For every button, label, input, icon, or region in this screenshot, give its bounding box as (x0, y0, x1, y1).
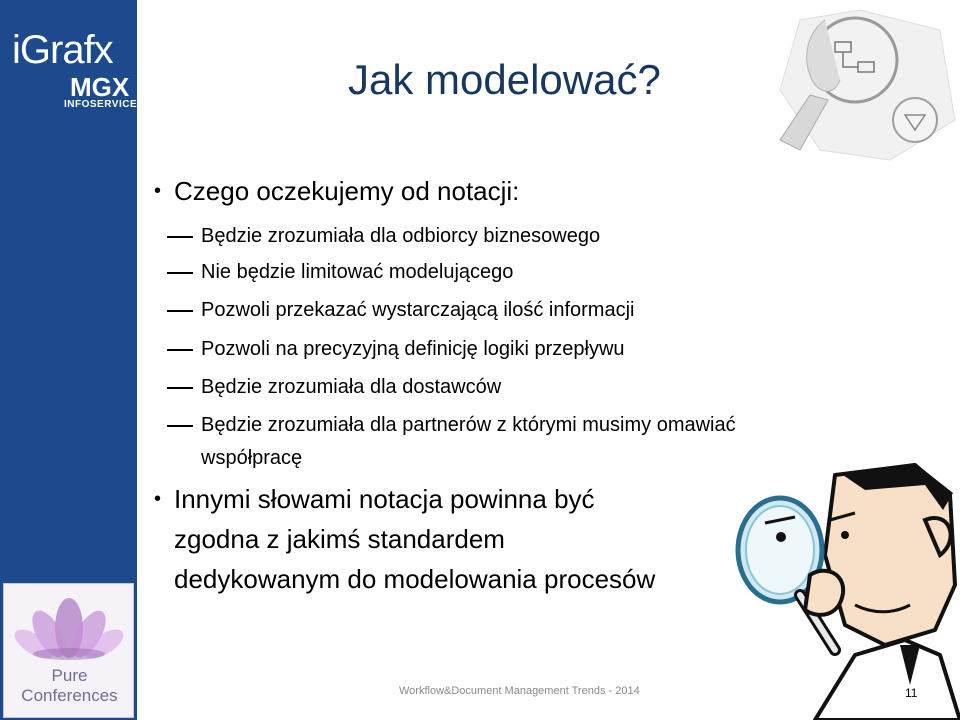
bullet-text: Czego oczekujemy od notacji: (174, 176, 520, 206)
sub-item-text: Nie będzie limitować modelującego (201, 261, 514, 283)
detective-cartoon-illustration (705, 455, 960, 720)
sub-item-text: Pozwoli na precyzyjną definicję logiki przepływu (201, 338, 625, 360)
footer-text: Workflow&Document Management Trends - 2014 (399, 685, 640, 697)
sub-item (201, 376, 501, 399)
page-number: 11 (905, 686, 918, 700)
sub-item-text: współpracę (201, 447, 303, 469)
igrafx-logo (8, 22, 138, 112)
sub-item-text: Będzie zrozumiała dla odbiorcy biznesowego (201, 225, 601, 247)
sidebar (0, 0, 137, 720)
badge-line1: Pure (51, 666, 88, 685)
bullet-dot-icon: • (154, 180, 162, 202)
badge-line2: Conferences (21, 686, 118, 705)
sub-item (201, 225, 600, 248)
bullet-text-line: dedykowanym do modelowania procesów (174, 564, 656, 594)
bullet-main-2 (154, 484, 595, 515)
dash-icon (167, 387, 193, 389)
dash-icon (167, 236, 193, 238)
sub-item (201, 414, 736, 437)
sub-item-continuation (201, 447, 302, 470)
sub-item-text: Pozwoli przekazać wystarczającą ilość informacji (201, 299, 635, 321)
logo-infoservice: INFOSERVICE (64, 99, 138, 110)
magnifier-diagram-illustration (740, 0, 960, 165)
slide-title: Jak modelować? (348, 56, 661, 103)
dash-icon (167, 272, 193, 274)
bullet-main-1 (154, 176, 520, 207)
lotus-flower-icon (4, 588, 135, 668)
sub-item-text: Będzie zrozumiała dla dostawców (201, 376, 502, 398)
logo-brand: iGrafx (12, 28, 113, 72)
sub-item (201, 338, 625, 361)
bullet-text-line: Innymi słowami notacja powinna być (174, 484, 595, 514)
dash-icon (167, 425, 193, 427)
dash-icon (167, 310, 193, 312)
bullet-main-2-line3 (174, 564, 655, 595)
pure-conferences-badge (3, 583, 134, 718)
bullet-main-2-line2 (174, 524, 505, 555)
sub-item-text: Będzie zrozumiała dla partnerów z którymi musimy omawiać (201, 414, 736, 436)
dash-icon (167, 349, 193, 351)
bullet-dot-icon: • (154, 488, 162, 510)
bullet-text-line: zgodna z jakimś standardem (174, 524, 505, 554)
sub-item (201, 299, 634, 322)
logo-mgx: MGX (70, 72, 130, 102)
sub-item (201, 261, 513, 284)
